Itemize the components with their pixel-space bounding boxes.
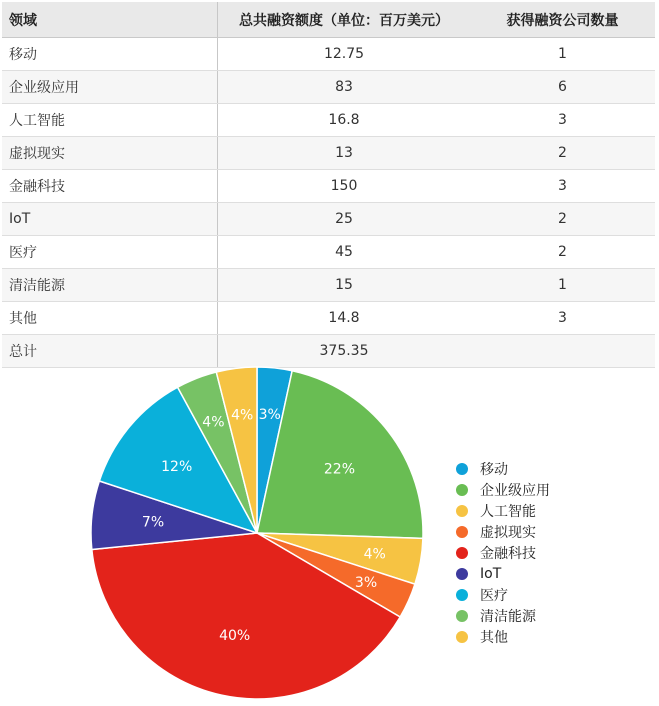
legend-label: 企业级应用 [480, 482, 550, 499]
table-cell: 13 [218, 137, 471, 170]
legend-label: 移动 [480, 461, 508, 478]
slice-label: 22% [323, 461, 356, 478]
table-cell: 3 [470, 302, 655, 335]
legend-swatch [456, 463, 468, 475]
table-cell: 2 [470, 236, 655, 269]
legend-label: 虚拟现实 [480, 524, 536, 541]
table-cell: 6 [470, 71, 655, 104]
table-cell: 375.35 [218, 335, 471, 368]
table-row [2, 137, 655, 170]
table-row [2, 170, 655, 203]
table-body [2, 38, 655, 368]
table-row [2, 269, 655, 302]
slice-label: 4% [231, 407, 254, 424]
chart-legend [456, 458, 550, 647]
table-cell: 16.8 [218, 104, 471, 137]
table-cell: 150 [218, 170, 471, 203]
legend-swatch [456, 484, 468, 496]
table-row [2, 104, 655, 137]
slice-label: 3% [354, 574, 378, 591]
table-cell: 12.75 [218, 38, 471, 71]
slice-label: 4% [202, 414, 225, 431]
table-cell: 1 [470, 269, 655, 302]
table-cell: 清洁能源 [2, 269, 218, 302]
table-cell: 2 [470, 137, 655, 170]
table-cell: 移动 [2, 38, 218, 71]
table-cell: 3 [470, 170, 655, 203]
legend-label: 清洁能源 [480, 608, 536, 625]
table-cell: 15 [218, 269, 471, 302]
legend-swatch [456, 589, 468, 601]
table-cell: 2 [470, 203, 655, 236]
table-cell: IoT [2, 203, 218, 236]
slice-label: 40% [219, 628, 251, 645]
table-cell: 25 [218, 203, 471, 236]
column-header: 获得融资公司数量 [470, 2, 655, 38]
table-cell: 人工智能 [2, 104, 218, 137]
table-cell: 其他 [2, 302, 218, 335]
legend-swatch [456, 631, 468, 643]
legend-swatch [456, 568, 468, 580]
table-cell: 金融科技 [2, 170, 218, 203]
table-row [2, 71, 655, 104]
table-cell: 医疗 [2, 236, 218, 269]
legend-item [456, 500, 550, 521]
legend-label: 金融科技 [480, 545, 536, 562]
slice-label: 4% [363, 546, 386, 563]
legend-item [456, 563, 550, 584]
slice-label: 3% [258, 407, 281, 424]
legend-label: IoT [480, 565, 502, 582]
table-cell: 总计 [2, 335, 218, 368]
data-table [2, 2, 655, 368]
table-cell: 虚拟现实 [2, 137, 218, 170]
table-cell: 14.8 [218, 302, 471, 335]
legend-item [456, 584, 550, 605]
column-header: 总共融资额度（单位：百万美元） [218, 2, 471, 38]
legend-item [456, 605, 550, 626]
legend-label: 其他 [480, 629, 508, 646]
table-cell: 83 [218, 71, 471, 104]
legend-label: 人工智能 [480, 503, 536, 520]
legend-item [456, 458, 550, 479]
legend-item [456, 626, 550, 647]
table-row [2, 236, 655, 269]
legend-item [456, 521, 550, 542]
table-cell: 企业级应用 [2, 71, 218, 104]
table-cell: 1 [470, 38, 655, 71]
legend-label: 医疗 [480, 587, 508, 604]
table-row [2, 203, 655, 236]
table-cell: 3 [470, 104, 655, 137]
pie-chart [0, 350, 659, 706]
table-cell: 45 [218, 236, 471, 269]
slice-label: 7% [141, 514, 165, 531]
column-header: 领域 [2, 2, 218, 38]
legend-swatch [456, 547, 468, 559]
table-row [2, 302, 655, 335]
legend-swatch [456, 610, 468, 622]
table-header-row [2, 2, 655, 38]
legend-swatch [456, 505, 468, 517]
legend-item [456, 542, 550, 563]
table-row [2, 38, 655, 71]
legend-item [456, 479, 550, 500]
legend-swatch [456, 526, 468, 538]
slice-label: 12% [161, 459, 193, 476]
